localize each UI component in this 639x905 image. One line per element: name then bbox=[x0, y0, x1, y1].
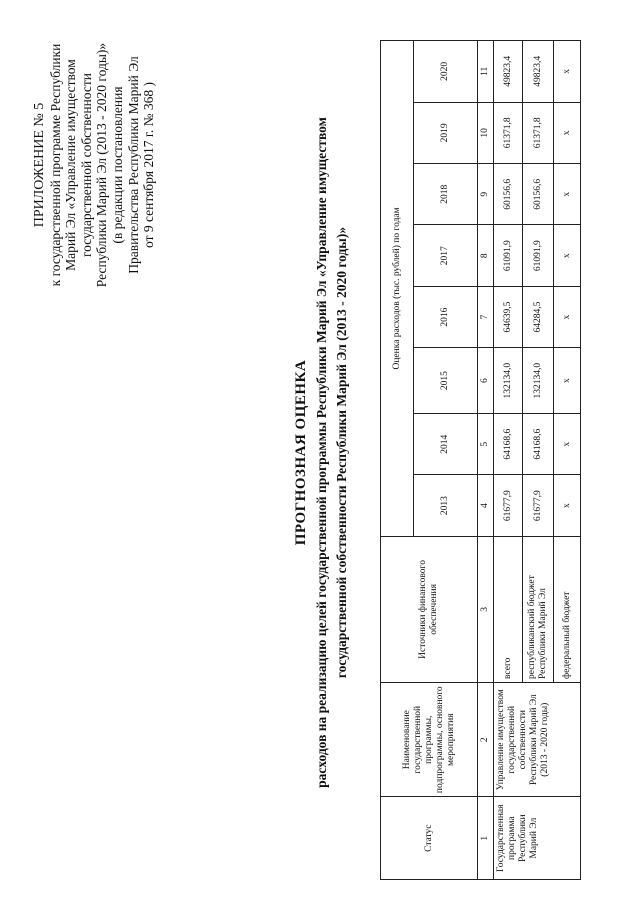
column-number: 11 bbox=[478, 41, 494, 103]
value-cell: x bbox=[554, 286, 581, 347]
document-title bbox=[293, 0, 350, 905]
value-cell: x bbox=[554, 164, 581, 225]
column-number: 4 bbox=[478, 475, 494, 536]
expense-estimate-table bbox=[380, 40, 581, 880]
column-number: 3 bbox=[478, 536, 494, 682]
appendix-block bbox=[32, 30, 157, 300]
year-header: 2013 bbox=[414, 475, 478, 536]
value-cell: 61371,8 bbox=[494, 102, 523, 163]
column-number: 8 bbox=[478, 225, 494, 286]
source-cell: всего bbox=[494, 536, 523, 682]
appendix-line: Республики Марий Эл (2013 - 2020 годы)» bbox=[94, 42, 110, 288]
value-cell: 61091,9 bbox=[494, 225, 523, 286]
status-cell: Государственная программа Республики Марий Эл bbox=[494, 797, 581, 880]
column-number: 2 bbox=[478, 683, 494, 797]
header-sources: Источники финансового обеспечения bbox=[381, 536, 478, 682]
column-number: 10 bbox=[478, 102, 494, 163]
appendix-line: Марий Эл «Управление имуществом bbox=[63, 59, 79, 271]
appendix-line: государственной собственности bbox=[78, 72, 94, 258]
column-number: 5 bbox=[478, 413, 494, 474]
table-row bbox=[494, 41, 523, 880]
value-cell: 132134,0 bbox=[523, 348, 554, 414]
year-header: 2014 bbox=[414, 413, 478, 474]
value-cell: x bbox=[554, 102, 581, 163]
year-header: 2020 bbox=[414, 41, 478, 103]
value-cell: 132134,0 bbox=[494, 348, 523, 414]
title-main: ПРОГНОЗНАЯ ОЦЕНКА bbox=[293, 359, 309, 546]
value-cell: 61677,9 bbox=[523, 475, 554, 536]
value-cell: 60156,6 bbox=[523, 164, 554, 225]
year-header: 2016 bbox=[414, 286, 478, 347]
value-cell: 49823,4 bbox=[523, 41, 554, 103]
source-cell: федеральный бюджет bbox=[554, 536, 581, 682]
value-cell: 61371,8 bbox=[523, 102, 554, 163]
title-subtitle-line2: государственной собственности Республики Марий Эл (2013 - 2020 годы)» bbox=[334, 226, 349, 679]
value-cell: 61091,9 bbox=[523, 225, 554, 286]
appendix-line: к государственной программе Республики bbox=[47, 43, 63, 287]
program-name-cell: Управление имуществом государственной собственности Республики Марий Эл (2013 - 2020 годы) bbox=[494, 683, 581, 797]
appendix-number: ПРИЛОЖЕНИЕ № 5 bbox=[32, 102, 47, 228]
value-cell: x bbox=[554, 348, 581, 414]
value-cell: 64639,5 bbox=[494, 286, 523, 347]
table-header-row bbox=[381, 41, 414, 880]
column-number: 6 bbox=[478, 348, 494, 414]
year-header: 2018 bbox=[414, 164, 478, 225]
year-header: 2017 bbox=[414, 225, 478, 286]
value-cell: x bbox=[554, 475, 581, 536]
year-header: 2019 bbox=[414, 102, 478, 163]
header-status: Статус bbox=[381, 797, 478, 880]
value-cell: 61677,9 bbox=[494, 475, 523, 536]
appendix-line: (в редакции постановления bbox=[109, 86, 125, 244]
column-number: 7 bbox=[478, 286, 494, 347]
value-cell: 49823,4 bbox=[494, 41, 523, 103]
appendix-date-line: от 9 сентября 2017 г. № 368 ) bbox=[141, 82, 157, 248]
source-cell: республиканский бюджет Республики Марий Эл bbox=[523, 536, 554, 682]
value-cell: x bbox=[554, 413, 581, 474]
value-cell: 64284,5 bbox=[523, 286, 554, 347]
year-header: 2015 bbox=[414, 348, 478, 414]
column-number-row bbox=[478, 41, 494, 880]
value-cell: 64168,6 bbox=[494, 413, 523, 474]
column-number: 1 bbox=[478, 797, 494, 880]
header-name: Наименование государственной программы, подпрограммы, основного мероприятия bbox=[381, 683, 478, 797]
value-cell: x bbox=[554, 41, 581, 103]
appendix-line: Правительства Республики Марий Эл bbox=[125, 56, 141, 274]
header-estimate: Оценка расходов (тыс. рублей) по годам bbox=[381, 41, 414, 537]
value-cell: x bbox=[554, 225, 581, 286]
value-cell: 60156,6 bbox=[494, 164, 523, 225]
title-subtitle-line1: расходов на реализацию целей государственной программы Республики Марий Эл «Управление имуществом bbox=[314, 117, 329, 788]
column-number: 9 bbox=[478, 164, 494, 225]
value-cell: 64168,6 bbox=[523, 413, 554, 474]
